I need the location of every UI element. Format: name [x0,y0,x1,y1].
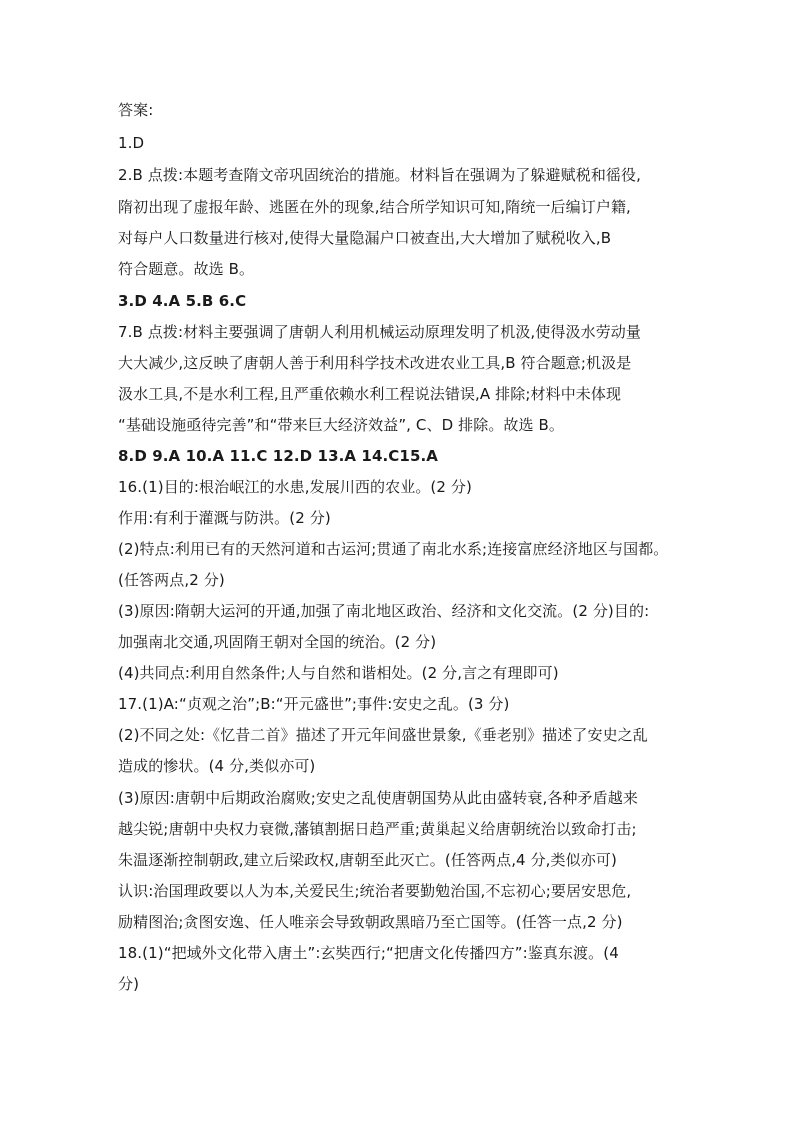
answer-line-23: 越尖锐;唐朝中央权力衰微,藩镇割据日趋严重;黄巢起义给唐朝统治以致命打击; [118,820,637,838]
answer-line-22: (3)原因:唐朝中后期政治腐败;安史之乱使唐朝国势从此由盛转衰,各种矛盾越来 [118,789,638,807]
answer-line-3: 隋初出现了虚报年龄、逃匿在外的现象,结合所学知识可知,隋统一后编订户籍, [118,198,631,216]
answer-line-16: (3)原因:隋朝大运河的开通,加强了南北地区政治、经济和文化交流。(2 分)目的: [118,602,650,620]
answer-line-5: 符合题意。故选 B。 [118,260,255,278]
answer-line-11: 8.D 9.A 10.A 11.C 12.D 13.A 14.C15.A [118,447,438,465]
answer-line-20: (2)不同之处:《忆昔二首》描述了开元年间盛世景象,《垂老别》描述了安史之乱 [118,726,648,744]
answer-line-15: (任答两点,2 分) [118,571,225,589]
answer-line-27: 18.(1)“把域外文化带入唐土”:玄奘西行;“把唐文化传播四方”:鉴真东渡。(4 [118,944,619,962]
answer-line-14: (2)特点:利用已有的天然河道和古运河;贯通了南北水系;连接富庶经济地区与国都。 [118,540,669,558]
answer-line-21: 造成的惨状。(4 分,类似亦可) [118,757,316,775]
answer-line-6: 3.D 4.A 5.B 6.C [118,292,247,310]
answer-line-18: (4)共同点:利用自然条件;人与自然和谐相处。(2 分,言之有理即可) [118,664,559,682]
answer-line-10: “基础设施亟待完善”和“带来巨大经济效益”, C、D 排除。故选 B。 [118,416,564,434]
answer-line-26: 励精图治;贪图安逸、任人唯亲会导致朝政黑暗乃至亡国等。(任答一点,2 分) [118,913,623,931]
answer-line-19: 17.(1)A:“贞观之治”;B:“开元盛世”;事件:安史之乱。(3 分) [118,695,510,713]
answer-line-24: 朱温逐渐控制朝政,建立后梁政权,唐朝至此灭亡。(任答两点,4 分,类似亦可) [118,851,617,869]
answer-line-2: 2.B 点拨:本题考查隋文帝巩固统治的措施。材料旨在强调为了躲避赋税和徭役, [118,166,641,184]
answer-line-28: 分) [118,975,140,993]
answer-line-9: 汲水工具,不是水利工程,且严重依赖水利工程说法错误,A 排除;材料中未体现 [118,385,622,403]
answer-line-1: 1.D [118,134,145,152]
answer-line-17: 加强南北交通,巩固隋王朝对全国的统治。(2 分) [118,633,437,651]
answers-heading: 答案: [118,101,154,119]
answer-line-25: 认识:治国理政要以人为本,关爱民生;统治者要勤勉治国,不忘初心;要居安思危, [118,882,632,900]
answer-line-4: 对每户人口数量进行核对,使得大量隐漏户口被查出,大大增加了赋税收入,B [118,229,612,247]
answer-line-12: 16.(1)目的:根治岷江的水患,发展川西的农业。(2 分) [118,478,472,496]
answer-line-7: 7.B 点拨:材料主要强调了唐朝人利用机械运动原理发明了机汲,使得汲水劳动量 [118,323,641,341]
answer-line-13: 作用:有利于灌溉与防洪。(2 分) [118,509,331,527]
answer-line-8: 大大减少,这反映了唐朝人善于利用科学技术改进农业工具,B 符合题意;机汲是 [118,354,632,372]
